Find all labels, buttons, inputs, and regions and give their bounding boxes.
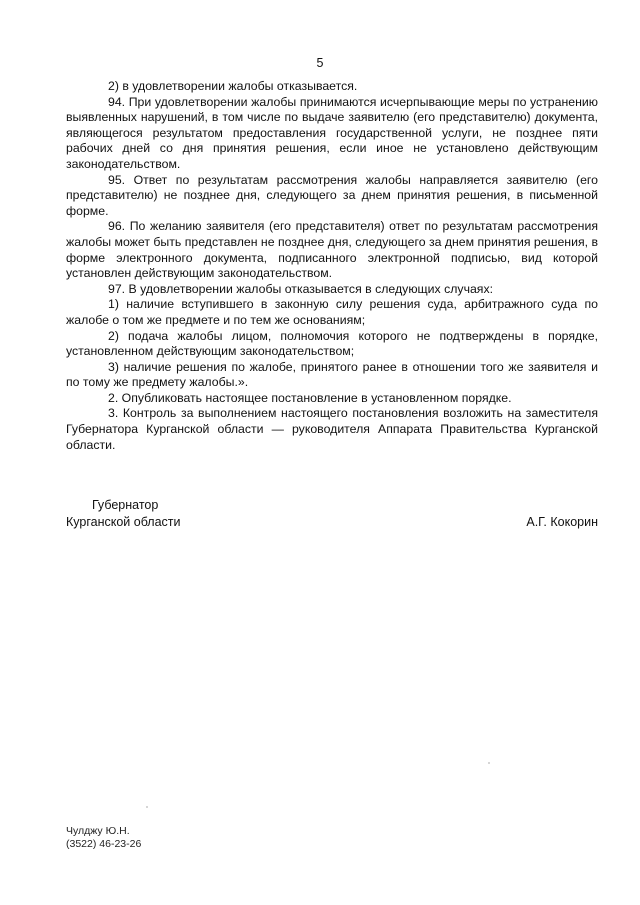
- scan-speck: [488, 762, 490, 764]
- executor-phone: (3522) 46-23-26: [66, 838, 142, 850]
- signatory-name: А.Г. Кокорин: [526, 515, 598, 529]
- paragraph-97-item-2: 2) подача жалобы лицом, полномочия которого не подтверждены в порядке, установленном действующим законодательством;: [66, 328, 598, 359]
- signature-block: [66, 497, 598, 531]
- executor-name: Чулджу Ю.Н.: [66, 825, 130, 837]
- signature-row: [66, 514, 598, 531]
- paragraph-94: 94. При удовлетворении жалобы принимаются исчерпывающие меры по устранению выявленных нарушений, в том числе по выдаче заявителю (его представителю) документа, являющегося результатом предоставления государственной услуги, не позднее пяти рабочих дней со дня принятия решения, если иное не установлено действующим законодательством.: [66, 94, 598, 171]
- paragraph-95: 95. Ответ по результатам рассмотрения жалобы направляется заявителю (его представителю) не позднее дня, следующего за днем принятия решения, в письменной форме.: [66, 172, 598, 218]
- paragraph-97: 97. В удовлетворении жалобы отказывается в следующих случаях:: [108, 281, 494, 296]
- signatory-title-line2: Курганской области: [66, 515, 181, 529]
- scan-speck: [146, 806, 148, 808]
- paragraph-97-item-3: 3) наличие решения по жалобе, принятого ранее в отношении того же заявителя и по тому же предмету жалобы.».: [66, 359, 598, 390]
- signatory-title-line1: Губернатор: [92, 498, 159, 512]
- paragraph-96: 96. По желанию заявителя (его представителя) ответ по результатам рассмотрения жалобы может быть представлен не позднее дня, следующего за днем принятия решения, в форме электронного документа, подписанного электронной подписью, вид которой установлен действующим законодательством.: [66, 219, 598, 281]
- executor-footer: [66, 825, 141, 851]
- paragraph-97-item-1: 1) наличие вступившего в законную силу решения суда, арбитражного суда по жалобе о том же предмете и по тем же основаниям;: [66, 297, 598, 327]
- paragraph-control: 3. Контроль за выполнением настоящего постановления возложить на заместителя Губернатора Курганской области — руководителя Аппарата Правительства Курганской области.: [66, 406, 598, 452]
- page-number: 5: [316, 56, 324, 70]
- paragraph-publish: 2. Опубликовать настоящее постановление в установленном порядке.: [108, 390, 512, 405]
- document-body: [66, 79, 598, 453]
- paragraph-refusal-clause: 2) в удовлетворении жалобы отказывается.: [108, 79, 358, 93]
